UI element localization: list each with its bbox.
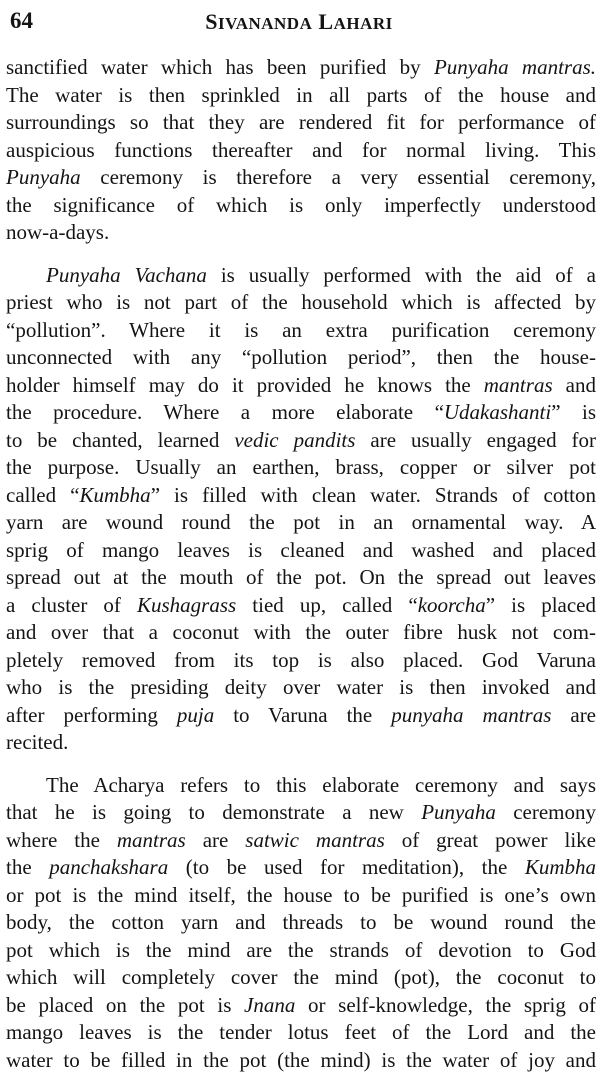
text-line: auspicious functions thereafter and for normal living. This [6,137,596,165]
text-line: which will completely cover the mind (pot), the coconut to [6,964,596,992]
text-line: be placed on the pot is Jnana or self-knowledge, the sprig of [6,992,596,1020]
text-line: Punyaha ceremony is therefore a very essential ceremony, [6,164,596,192]
text-line: or pot is the mind itself, the house to be purified is one’s own [6,882,596,910]
text-line: spread out at the mouth of the pot. On the spread out leaves [6,564,596,592]
text-line: “pollution”. Where it is an extra purification ceremony [6,317,596,345]
text-line: sprig of mango leaves is cleaned and washed and placed [6,537,596,565]
text-line: the panchakshara (to be used for meditation), the Kumbha [6,854,596,882]
text-line: the procedure. Where a more elaborate “Udakashanti” is [6,399,596,427]
text-line: unconnected with any “pollution period”, then the house- [6,344,596,372]
paragraph [6,262,596,757]
page-body [6,54,596,1074]
text-line: called “Kumbha” is filled with clean water. Strands of cotton [6,482,596,510]
page-header [10,8,588,42]
text-line: sanctified water which has been purified by Punyaha mantras. [6,54,596,82]
text-line: and over that a coconut with the outer fibre husk not com- [6,619,596,647]
paragraph [6,772,596,1074]
text-line: to be chanted, learned vedic pandits are usually engaged for [6,427,596,455]
text-line: that he is going to demonstrate a new Punyaha ceremony [6,799,596,827]
text-line: recited. [6,729,596,757]
page-number: 64 [10,8,33,34]
text-line: pletely removed from its top is also placed. God Varuna [6,647,596,675]
text-line: the purpose. Usually an earthen, brass, copper or silver pot [6,454,596,482]
text-line: mango leaves is the tender lotus feet of the Lord and the [6,1019,596,1047]
text-line: yarn are wound round the pot in an ornamental way. A [6,509,596,537]
text-line: who is the presiding deity over water is then invoked and [6,674,596,702]
text-line: priest who is not part of the household which is affected by [6,289,596,317]
text-line: surroundings so that they are rendered fit for performance of [6,109,596,137]
text-line: body, the cotton yarn and threads to be wound round the [6,909,596,937]
text-line: the significance of which is only imperfectly understood [6,192,596,220]
paragraph [6,54,596,247]
text-line: now-a-days. [6,219,596,247]
text-line: pot which is the mind are the strands of devotion to God [6,937,596,965]
text-line: The Acharya refers to this elaborate ceremony and says [6,772,596,800]
text-line: a cluster of Kushagrass tied up, called “koorcha” is placed [6,592,596,620]
text-line: The water is then sprinkled in all parts of the house and [6,82,596,110]
text-line: water to be filled in the pot (the mind) is the water of joy and [6,1047,596,1074]
text-line: holder himself may do it provided he knows the mantras and [6,372,596,400]
text-line: Punyaha Vachana is usually performed with the aid of a [6,262,596,290]
text-line: where the mantras are satwic mantras of great power like [6,827,596,855]
running-title: SIVANANDA LAHARI [10,9,588,35]
text-line: after performing puja to Varuna the punyaha mantras are [6,702,596,730]
